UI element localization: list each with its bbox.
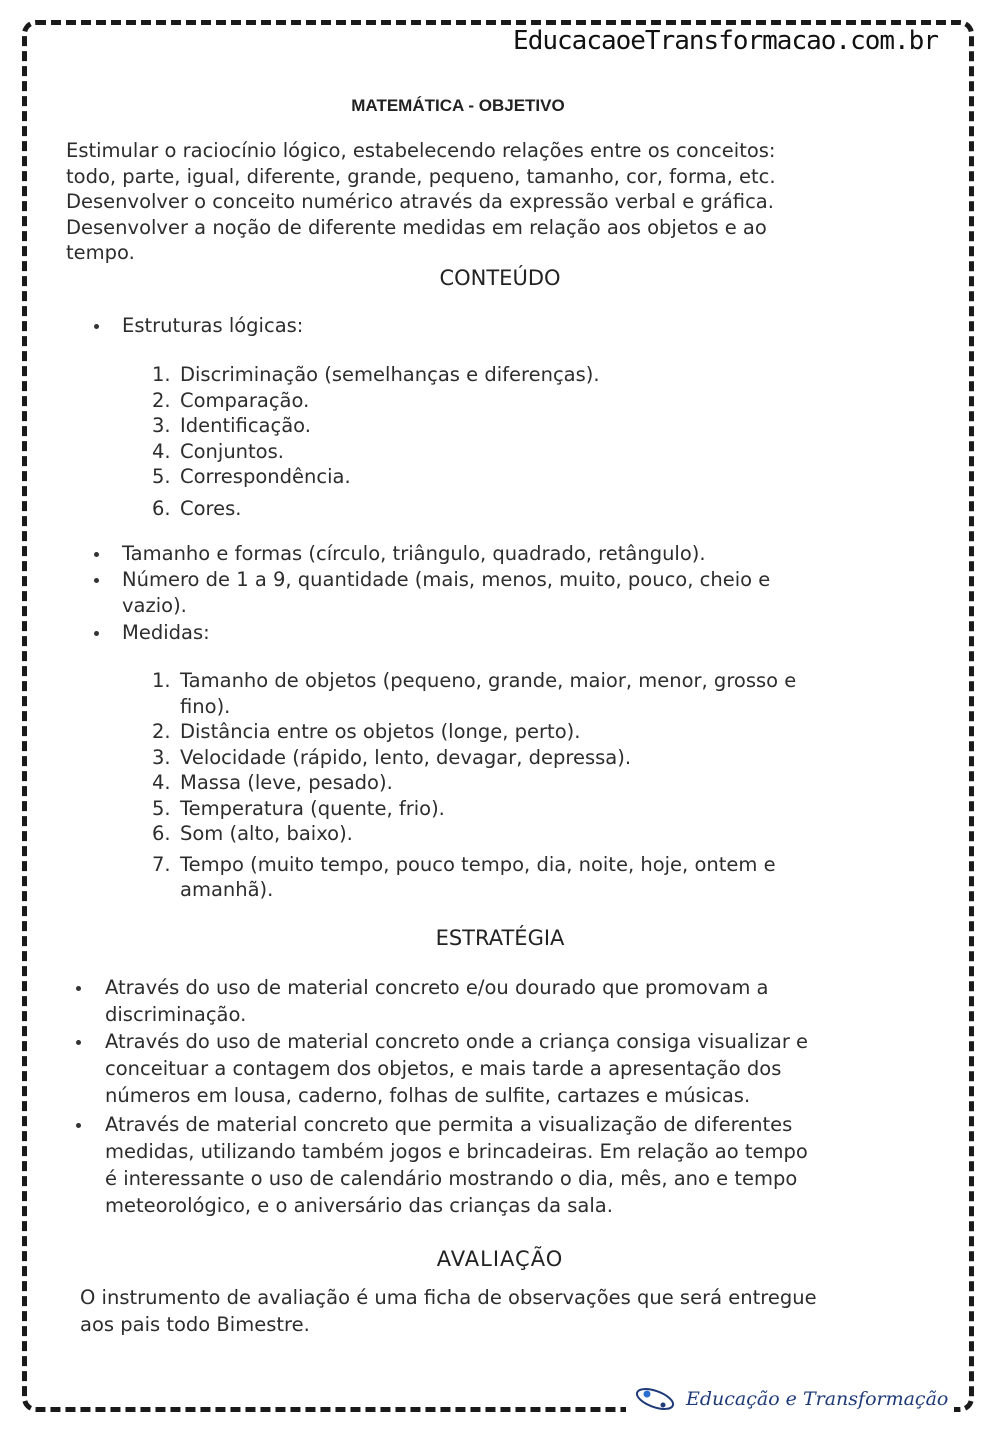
objetivo-line: todo, parte, igual, diferente, grande, pequeno, tamanho, cor, forma, etc. (66, 164, 776, 188)
objetivo-line: Estimular o raciocínio lógico, estabelecendo relações entre os conceitos: (66, 139, 776, 162)
bullet-icon (94, 578, 99, 583)
page-title: MATEMÁTICA - OBJETIVO (351, 96, 565, 115)
estrategia-title: ESTRATÉGIA (435, 926, 565, 950)
list-item: 6. Som (alto, baixo). (152, 822, 353, 845)
list-item (94, 567, 770, 619)
bullet-text: Através do uso de material concreto onde a criança consiga visualizar e conceituar a contagem dos objetos, e mais tarde a apresentação dos números em lousa, caderno, folhas de sulfite, cartazes e músicas. (105, 1030, 809, 1107)
conteudo-title: CONTEÚDO (439, 266, 561, 290)
list-item (94, 313, 303, 339)
list-item: 2. Comparação. (152, 388, 310, 412)
objetivo-line: tempo. (66, 241, 135, 264)
bullet-icon (94, 631, 99, 636)
avaliacao-line: O instrumento de avaliação é uma ficha de observações que será entregue (80, 1286, 817, 1309)
site-url: EducacaoeTransformacao.com.br (507, 26, 944, 56)
avaliacao-title: AVALIAÇÃO (436, 1247, 564, 1271)
bullet-icon (76, 986, 81, 991)
avaliacao-line: aos pais todo Bimestre. (80, 1313, 310, 1336)
list-item (94, 541, 706, 567)
list-item: 3. Velocidade (rápido, lento, devagar, depressa). (152, 745, 632, 769)
objetivo-line: Desenvolver a noção de diferente medidas em relação aos objetos e ao (66, 215, 767, 239)
list-item: 5. Correspondência. (152, 465, 351, 488)
estruturas-list (152, 362, 600, 521)
list-item: 4. Conjuntos. (152, 439, 284, 463)
list-item: 4. Massa (leve, pesado). (152, 771, 393, 794)
bullet-text: Através de material concreto que permita a visualização de diferentes medidas, utilizando também jogos e brincadeiras. Em relação ao tempo é interessante o uso de calendário mostrando o dia, mês, ano e tempo meteorológico, e o aniversário das crianças da sala. (105, 1113, 808, 1217)
bullet-text: Através do uso de material concreto e/ou dourado que promovam a discriminação. (105, 976, 769, 1026)
avaliacao-paragraph (80, 1284, 817, 1338)
bullet-text: Medidas: (122, 621, 210, 644)
list-item (76, 974, 769, 1028)
list-item (94, 620, 210, 646)
list-item (76, 1028, 808, 1109)
orbit-icon (632, 1384, 678, 1414)
objetivo-line: Desenvolver o conceito numérico através da expressão verbal e gráfica. (66, 190, 774, 213)
list-item: 3. Identificação. (152, 414, 311, 437)
objetivo-paragraph (66, 138, 776, 266)
footer-logo (626, 1384, 954, 1414)
list-item: 7. Tempo (muito tempo, pouco tempo, dia, noite, hoje, ontem e amanhã). (152, 852, 776, 901)
bullet-icon (94, 324, 99, 329)
list-item: 6. Cores. (152, 496, 242, 520)
footer-logo-text: Educação e Transformação (686, 1388, 949, 1410)
list-item (76, 1111, 808, 1219)
medidas-list (152, 668, 796, 903)
bullet-icon (94, 552, 99, 557)
bullet-text: Número de 1 a 9, quantidade (mais, menos, muito, pouco, cheio e vazio). (122, 568, 771, 617)
list-item: 1. Discriminação (semelhanças e diferenças). (152, 363, 600, 386)
list-item: 5. Temperatura (quente, frio). (152, 796, 445, 820)
list-item: 2. Distância entre os objetos (longe, perto). (152, 720, 581, 743)
bullet-icon (76, 1040, 81, 1045)
bullet-text: Estruturas lógicas: (122, 314, 304, 337)
bullet-icon (76, 1123, 81, 1128)
list-item: 1. Tamanho de objetos (pequeno, grande, maior, menor, grosso e fino). (152, 669, 797, 718)
bullet-text: Tamanho e formas (círculo, triângulo, quadrado, retângulo). (122, 542, 706, 565)
